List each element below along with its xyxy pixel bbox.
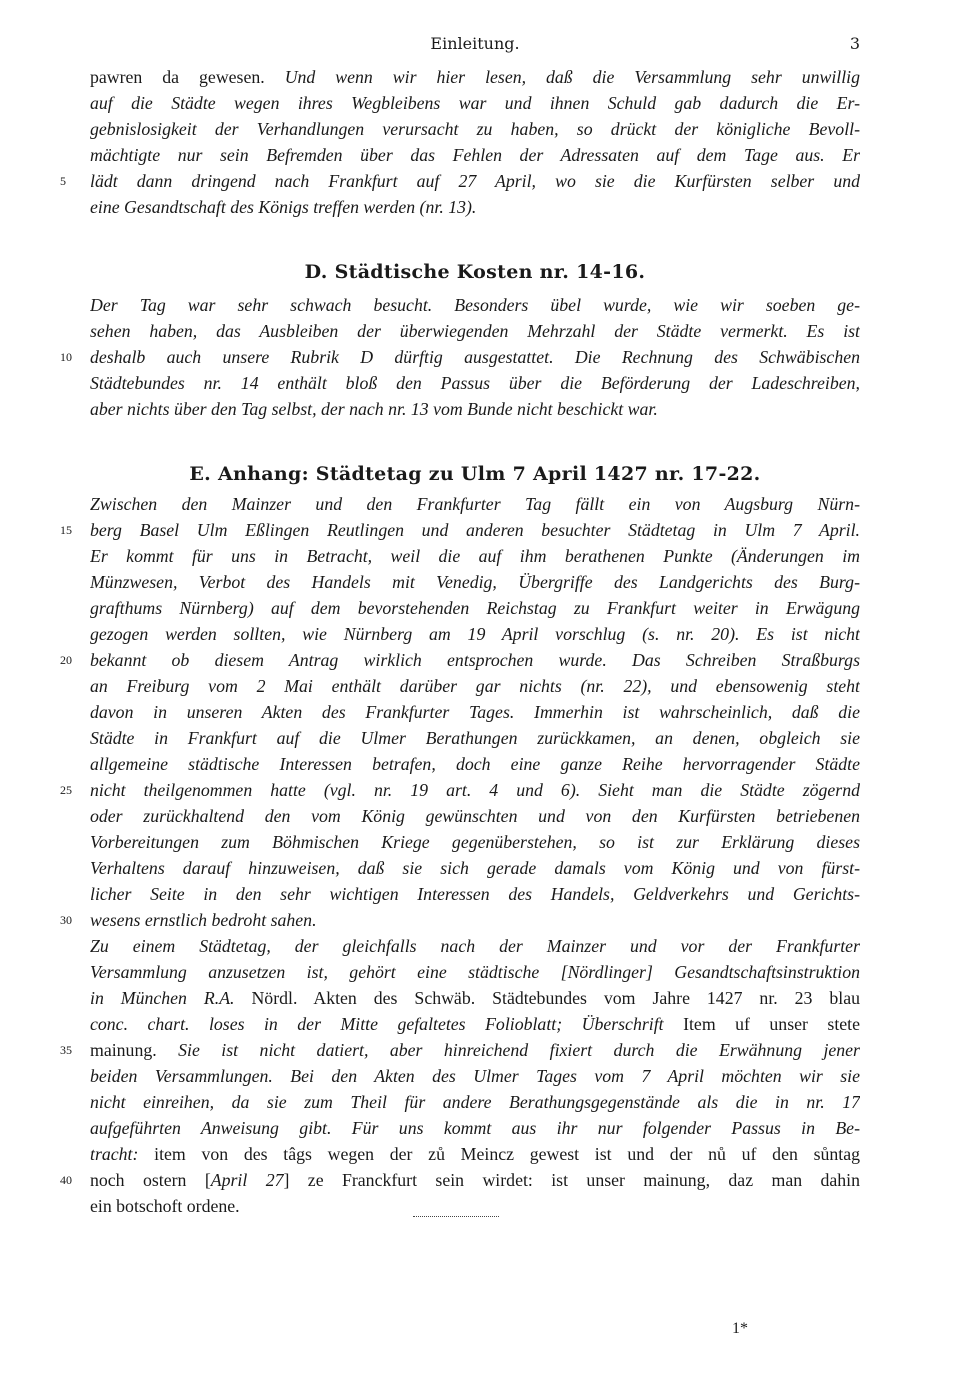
line-number: 5 <box>60 174 66 188</box>
text-line: Städte in Frankfurt auf die Ulmer Berathungen zurückkamen, an denen, obgleich sie <box>90 728 860 748</box>
text-line: Versammlung anzusetzen ist, gehört eine städtische [Nördlinger] Gesandtschaftsinstruktion <box>90 962 860 982</box>
text-line: pawren da gewesen. Und wenn wir hier lesen, daß die Versammlung sehr unwillig <box>90 67 860 87</box>
line-number: 20 <box>60 653 72 667</box>
text-line: licher Seite in den sehr wichtigen Interessen des Handels, Geldverkehrs und Gerichts- <box>90 884 860 904</box>
text-line: ein botschoft ordene. <box>90 1196 240 1216</box>
line-number: 35 <box>60 1043 72 1057</box>
page-number: 3 <box>849 34 860 53</box>
text-line: an Freiburg vom 2 Mai enthält darüber gar nichts (nr. 22), und ebensowenig steht <box>90 676 860 696</box>
text-line: noch ostern [April 27] ze Franckfurt sein wirdet: ist unser mainung, daz man dahin <box>90 1170 860 1190</box>
text-line: auf die Städte wegen ihres Wegbleibens war und ihnen Schuld gab dadurch die Er- <box>90 93 860 113</box>
text-line: aufgeführten Anweisung gibt. Für uns kommt aus ihr nur folgender Passus in Be- <box>90 1118 860 1138</box>
text-line: deshalb auch unsere Rubrik D dürftig ausgestattet. Die Rechnung des Schwäbischen <box>90 347 860 367</box>
line-number: 40 <box>60 1173 72 1187</box>
section-separator <box>413 1216 499 1217</box>
line-number: 25 <box>60 783 72 797</box>
signature-mark: 1* <box>732 1320 748 1337</box>
text-line: oder zurückhaltend den vom König gewünschten und von den Kurfürsten betriebenen <box>90 806 860 826</box>
running-head: Einleitung. <box>430 34 520 53</box>
text-line: mächtigte nur sein Befremden über das Fehlen der Adressaten auf dem Tage aus. Er <box>90 145 860 165</box>
page-header <box>90 34 860 58</box>
text-line: bekannt ob diesem Antrag wirklich entsprochen wurde. Das Schreiben Straßburgs <box>90 650 860 670</box>
line-number: 10 <box>60 350 72 364</box>
text-line: Er kommt für uns in Betracht, weil die auf ihm berathenen Punkte (Änderungen im <box>90 546 860 566</box>
text-line: nicht theilgenommen hatte (vgl. nr. 19 art. 4 und 6). Sieht man die Städte zögernd <box>90 780 860 800</box>
text-line: berg Basel Ulm Eßlingen Reutlingen und anderen besuchter Städtetag in Ulm 7 April. <box>90 520 860 540</box>
text-line: conc. chart. loses in der Mitte gefaltetes Folioblatt; Überschrift Item uf unser stete <box>90 1014 860 1034</box>
text-line: gebnislosigkeit der Verhandlungen verursacht zu haben, so drückt der königliche Bevoll- <box>90 119 860 139</box>
text-line: aber nichts über den Tag selbst, der nach nr. 13 vom Bunde nicht beschickt war. <box>90 399 658 419</box>
text-line: davon in unseren Akten des Frankfurter Tages. Immerhin ist wahrscheinlich, daß die <box>90 702 860 722</box>
text-line: mainung. Sie ist nicht datiert, aber hinreichend fixiert durch die Erwähnung jener <box>90 1040 860 1060</box>
section-heading-d: D. Städtische Kosten nr. 14-16. <box>304 261 646 283</box>
text-line: grafthums Nürnberg) auf dem bevorstehenden Reichstag zu Frankfurt weiter in Erwägung <box>90 598 860 618</box>
text-line: lädt dann dringend nach Frankfurt auf 27 April, wo sie die Kurfürsten selber und <box>90 171 860 191</box>
text-line: Zu einem Städtetag, der gleichfalls nach der Mainzer und vor der Frankfurter <box>90 936 860 956</box>
text-line: tracht: item von des tâgs wegen der zů Meincz gewest ist und der nů uf den sůntag <box>90 1144 860 1164</box>
text-line: Vorbereitungen zum Böhmischen Kriege gegenüberstehen, so ist zur Erklärung dieses <box>90 832 860 852</box>
text-line: Städtebundes nr. 14 enthält bloß den Passus über die Beförderung der Ladeschreiben, <box>90 373 860 393</box>
text-line: gezogen werden sollten, wie Nürnberg am 19 April vorschlug (s. nr. 20). Es ist nicht <box>90 624 860 644</box>
text-line: Verhaltens darauf hinzuweisen, daß sie sich gerade damals vom König und von fürst- <box>90 858 860 878</box>
text-line: Der Tag war sehr schwach besucht. Besonders übel wurde, wie wir soeben ge- <box>90 295 860 315</box>
text-line: Münzwesen, Verbot des Handels mit Venedig, Übergriffe des Landgerichts des Burg- <box>90 572 860 592</box>
line-number: 15 <box>60 523 72 537</box>
text-line: wesens ernstlich bedroht sahen. <box>90 910 317 930</box>
text-line: in München R.A. Nördl. Akten des Schwäb. Städtebundes vom Jahre 1427 nr. 23 blau <box>90 988 860 1008</box>
text-line: allgemeine städtische Interessen betrafen, doch eine ganze Reihe hervorragender Städte <box>90 754 860 774</box>
text-line: nicht einreihen, da sie zum Theil für andere Berathungsgegenstände als die in nr. 17 <box>90 1092 860 1112</box>
line-number: 30 <box>60 913 72 927</box>
text-line: sehen haben, das Ausbleiben der überwiegenden Mehrzahl der Städte vermerkt. Es ist <box>90 321 860 341</box>
section-heading-e: E. Anhang: Städtetag zu Ulm 7 April 1427 nr. 17-22. <box>189 463 761 485</box>
text-line: beiden Versammlungen. Bei den Akten des Ulmer Tages vom 7 April möchten wir sie <box>90 1066 860 1086</box>
text-line: Zwischen den Mainzer und den Frankfurter Tag fällt ein von Augsburg Nürn- <box>90 494 860 514</box>
text-line: eine Gesandtschaft des Königs treffen werden (nr. 13). <box>90 197 477 217</box>
